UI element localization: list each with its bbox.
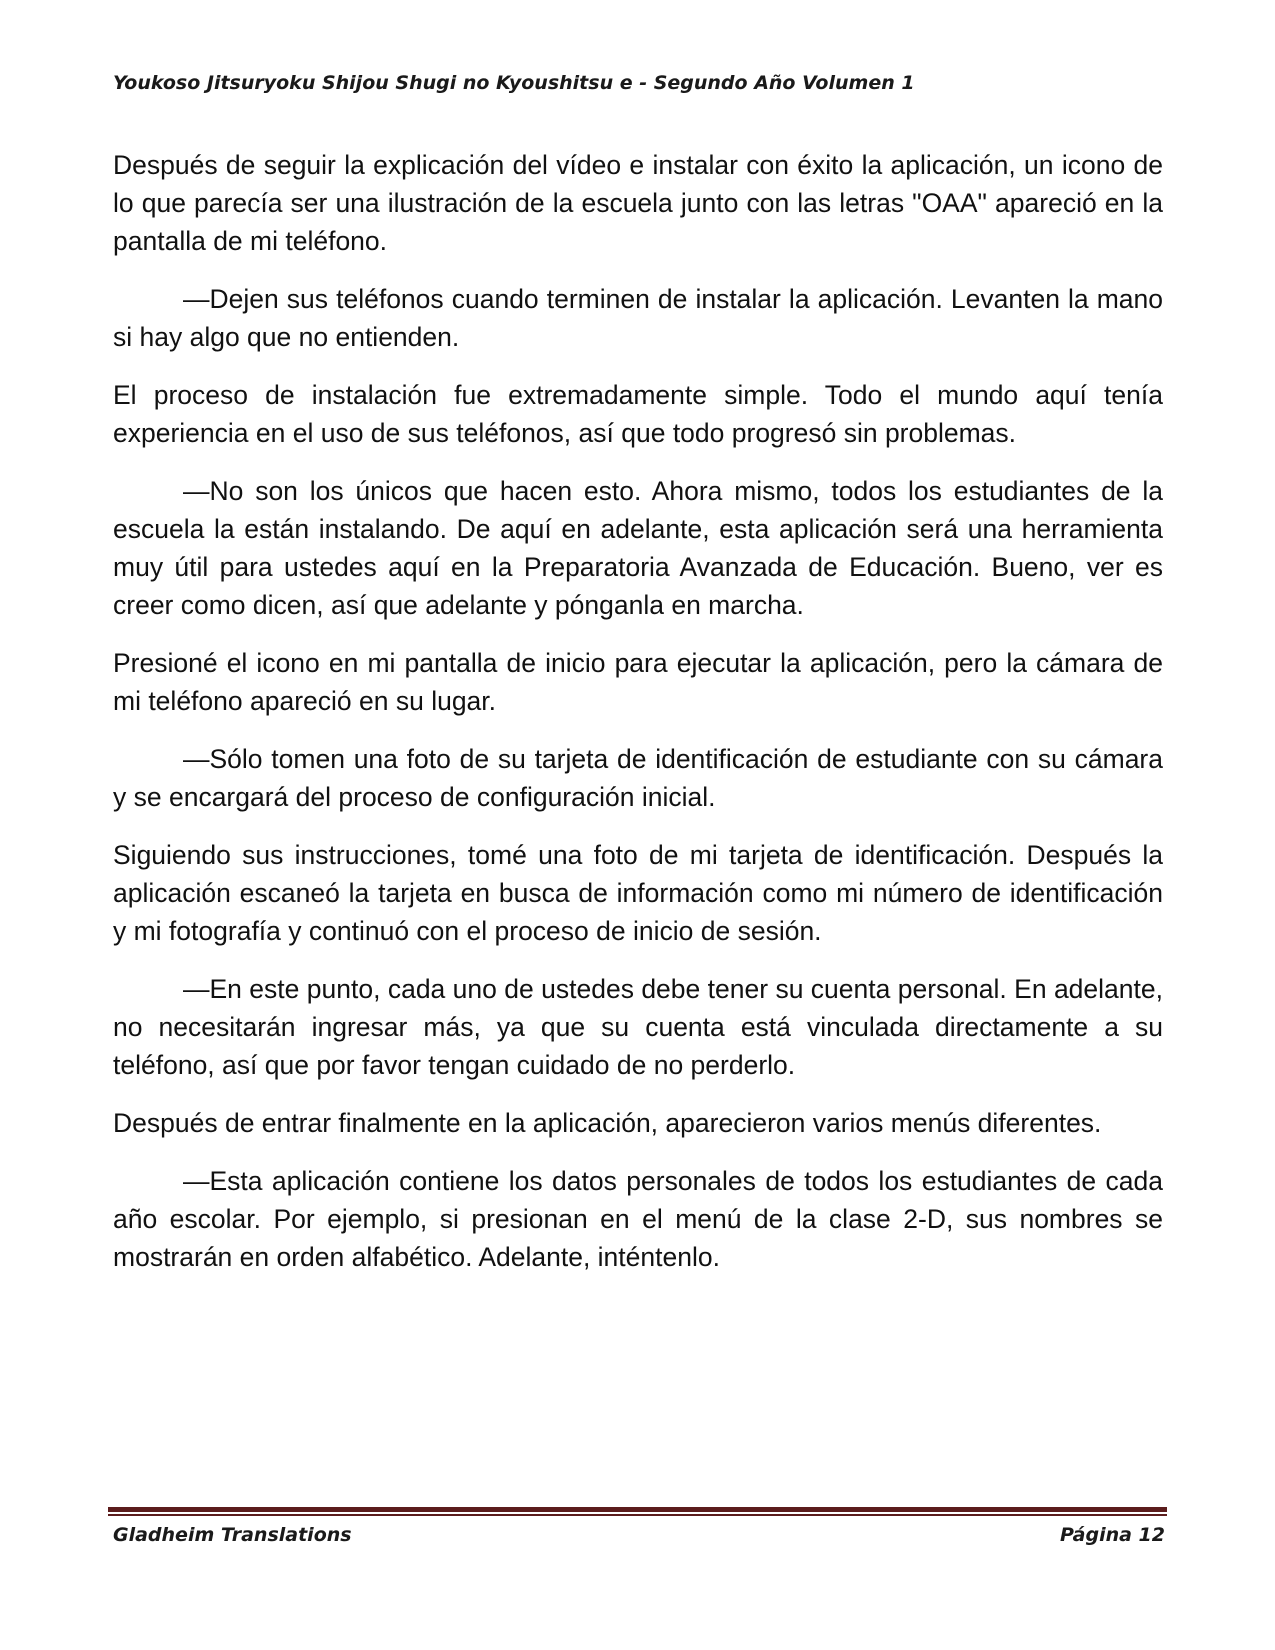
footer-credit: Gladheim Translations [113,1524,352,1546]
paragraph-dialogue: —No son los únicos que hacen esto. Ahora mismo, todos los estudiantes de la escuela la están instalando. De aquí en adelante, esta aplicación será una herramienta muy útil para ustedes aquí en la Preparatoria Avanzada de Educación. Bueno, ver es creer como dicen, así que adelante y pónganla en marcha. [113,476,1163,620]
paragraph-dialogue: —Sólo tomen una foto de su tarjeta de identificación de estudiante con su cámara y se encargará del proceso de configuración inicial. [113,744,1163,812]
paragraph-dialogue: —Dejen sus teléfonos cuando terminen de instalar la aplicación. Levanten la mano si hay algo que no entienden. [113,284,1163,352]
paragraph-dialogue: —Esta aplicación contiene los datos personales de todos los estudiantes de cada año escolar. Por ejemplo, si presionan en el menú de la clase 2-D, sus nombres se mostrarán en orden alfabético. Adelante, inténtenlo. [113,1166,1163,1272]
body-text [113,146,1163,1296]
paragraph-narration: Siguiendo sus instrucciones, tomé una foto de mi tarjeta de identificación. Después la aplicación escaneó la tarjeta en busca de información como mi número de identificación y mi fotografía y continuó con el proceso de inicio de sesión. [113,840,1163,946]
footer-divider-thick-line [108,1507,1167,1512]
running-header: Youkoso Jitsuryoku Shijou Shugi no Kyoushitsu e - Segundo Año Volumen 1 [113,72,915,94]
paragraph-narration: El proceso de instalación fue extremadamente simple. Todo el mundo aquí tenía experiencia en el uso de sus teléfonos, así que todo progresó sin problemas. [113,380,1163,448]
paragraph-narration: Después de seguir la explicación del vídeo e instalar con éxito la aplicación, un icono de lo que parecía ser una ilustración de la escuela junto con las letras "OAA" apareció en la pantalla de mi teléfono. [113,150,1163,256]
paragraph-narration: Presioné el icono en mi pantalla de inicio para ejecutar la aplicación, pero la cámara de mi teléfono apareció en su lugar. [113,648,1163,716]
footer-divider [108,1507,1167,1517]
paragraph-dialogue: —En este punto, cada uno de ustedes debe tener su cuenta personal. En adelante, no necesitarán ingresar más, ya que su cuenta está vinculada directamente a su teléfono, así que por favor tengan cuidado de no perderlo. [113,974,1163,1080]
footer-divider-thin-line [108,1514,1167,1516]
paragraph-narration: Después de entrar finalmente en la aplicación, aparecieron varios menús diferentes. [113,1108,1102,1138]
page-number: Página 12 [1059,1524,1165,1546]
